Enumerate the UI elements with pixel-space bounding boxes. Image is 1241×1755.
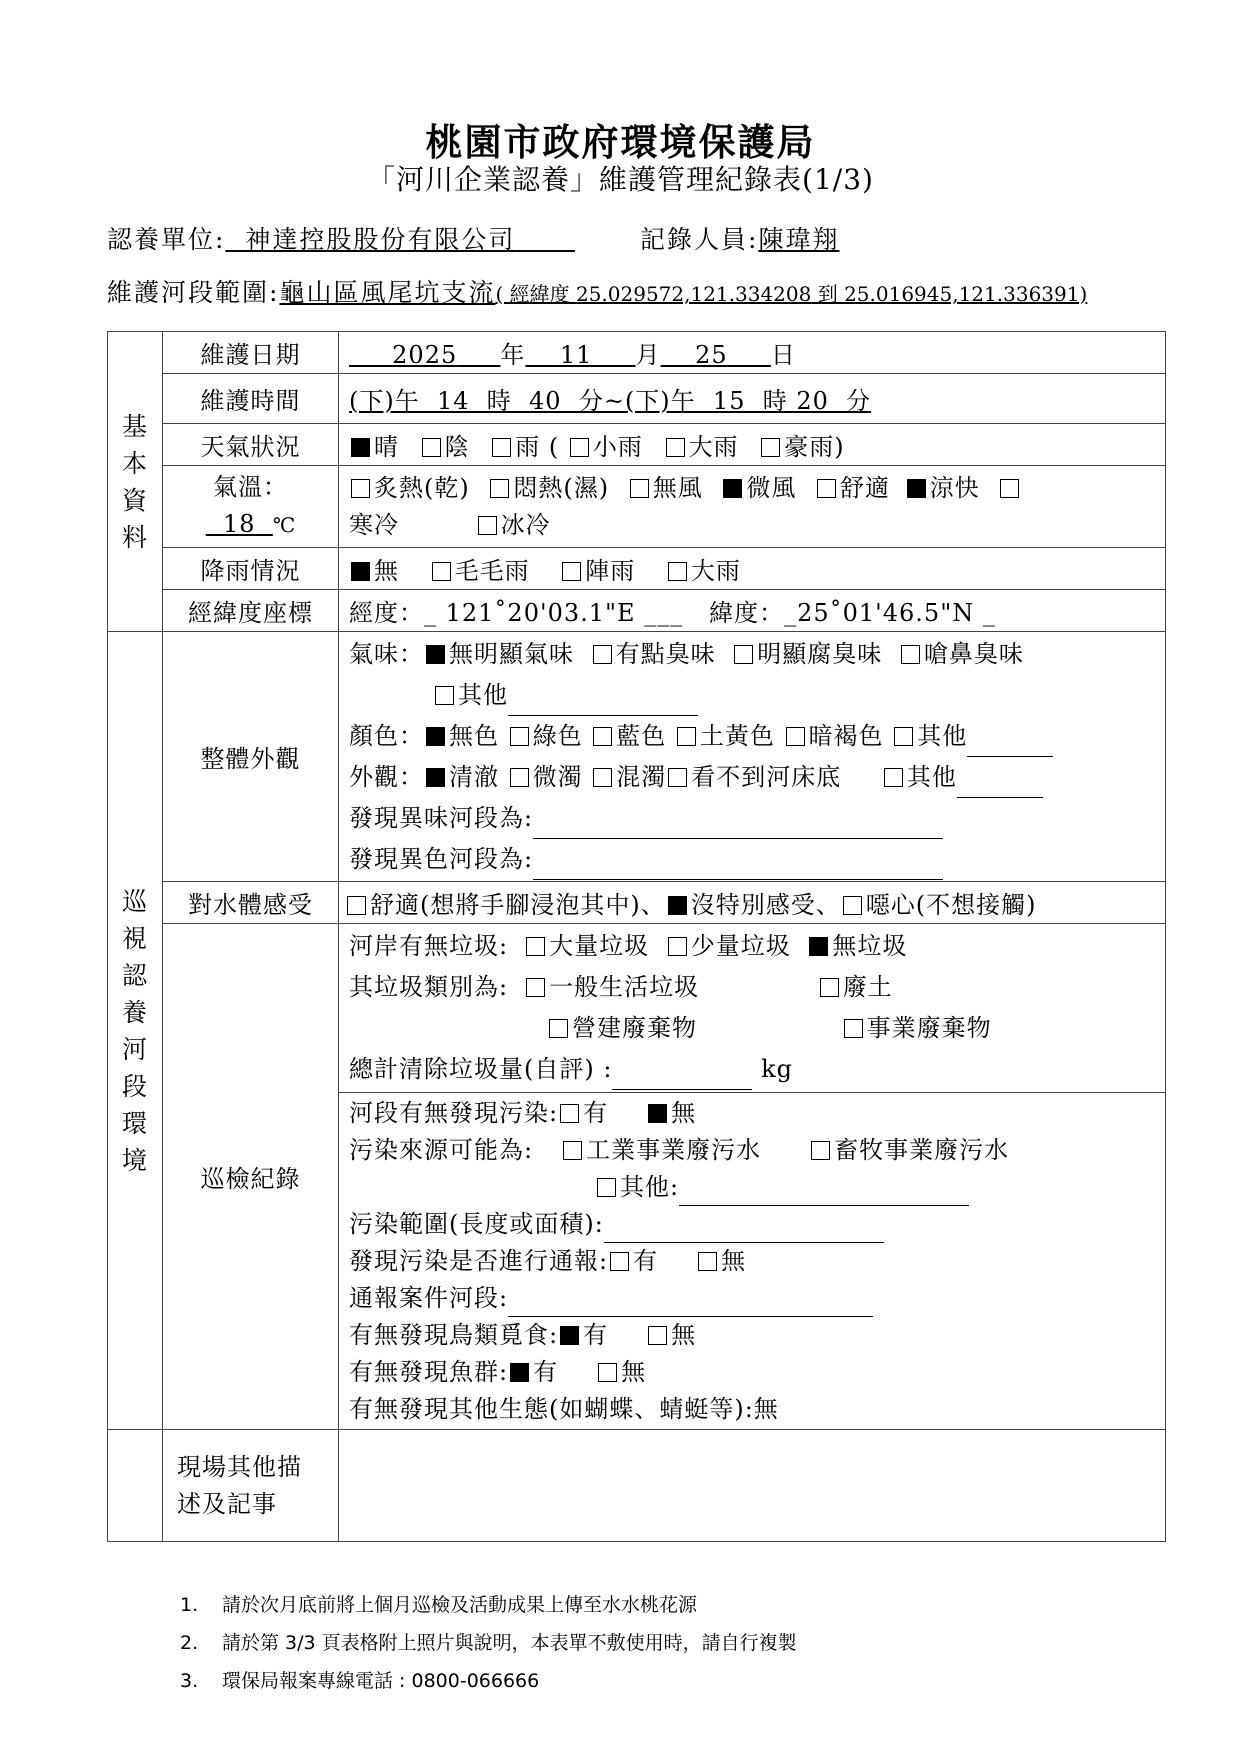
adoption-unit-value: 神達控股股份有限公司: [245, 225, 516, 254]
reported-yes-checkbox[interactable]: [610, 1252, 629, 1271]
weather-rain-checkbox[interactable]: [492, 438, 511, 457]
row-trash: [108, 924, 1166, 1093]
fish-no-checkbox[interactable]: [598, 1363, 617, 1382]
appearance-label: 整體外觀: [163, 632, 339, 882]
temperature-label: 氣溫： 18 ℃: [163, 466, 339, 548]
water-feeling-label: 對水體感受: [163, 882, 339, 924]
fish-yes-checkbox[interactable]: [510, 1363, 529, 1382]
note-item: 3. 環保局報案專線電話 : 0800-066666: [180, 1670, 540, 1692]
trash-construction-checkbox[interactable]: [549, 1019, 568, 1038]
record-form-table: [107, 331, 1166, 1542]
smell-pungent-checkbox[interactable]: [901, 645, 920, 664]
trash-total-input[interactable]: [612, 1089, 752, 1090]
recorder-line: [640, 220, 839, 256]
look-other-checkbox[interactable]: [884, 768, 903, 787]
trash-little-checkbox[interactable]: [668, 937, 687, 956]
time-field[interactable]: (下)午 14 時 40 分~(下)午 15 時 20 分: [349, 387, 872, 415]
color-blue-checkbox[interactable]: [593, 727, 612, 746]
other-notes-label: 現場其他描 述及記事: [163, 1430, 339, 1542]
trash-industrial-checkbox[interactable]: [844, 1019, 863, 1038]
weather-cloudy-checkbox[interactable]: [422, 438, 441, 457]
look-nobed-checkbox[interactable]: [668, 768, 687, 787]
weather-sunny-checkbox[interactable]: [351, 438, 370, 457]
pollution-yes-checkbox[interactable]: [560, 1104, 579, 1123]
feel-cold-checkbox[interactable]: [1000, 479, 1019, 498]
river-range-coords: ( 經緯度 25.029572,121.334208 到 25.016945,121.336391): [495, 282, 1088, 306]
row-other-notes: [108, 1430, 1166, 1542]
feel-icy-checkbox[interactable]: [478, 516, 497, 535]
row-appearance: [108, 632, 1166, 882]
form-title: 桃園市政府環境保護局: [425, 120, 816, 164]
other-notes-input[interactable]: [339, 1430, 1166, 1542]
look-other-input[interactable]: [957, 797, 1043, 798]
date-field[interactable]: 2025 年 11 月 25 日: [339, 332, 1166, 374]
look-turbid-checkbox[interactable]: [593, 768, 612, 787]
odd-color-input[interactable]: [533, 879, 943, 880]
color-dark-checkbox[interactable]: [786, 727, 805, 746]
rainfall-options: 無 毛毛雨 陣雨 大雨: [339, 548, 1166, 590]
trash-lots-checkbox[interactable]: [526, 937, 545, 956]
feel-nowind-checkbox[interactable]: [630, 479, 649, 498]
color-other-checkbox[interactable]: [894, 727, 913, 746]
coordinates-field[interactable]: 經度：_ 121˚20'03.1"E ___ 緯度：_25˚01'46.5"N _: [339, 590, 1166, 632]
trash-none-checkbox[interactable]: [809, 937, 828, 956]
rain-drizzle-checkbox[interactable]: [432, 562, 451, 581]
trash-household-checkbox[interactable]: [526, 978, 545, 997]
row-date: [108, 332, 1166, 374]
look-clear-checkbox[interactable]: [426, 768, 445, 787]
row-water-feeling: [108, 882, 1166, 924]
note-item: 2. 請於第 3/3 頁表格附上照片與說明，本表單不敷使用時，請自行複製: [180, 1632, 797, 1654]
row-rainfall: [108, 548, 1166, 590]
temperature-value[interactable]: 18: [223, 510, 256, 538]
date-day: 25: [695, 341, 728, 369]
smell-none-checkbox[interactable]: [426, 645, 445, 664]
row-weather: [108, 424, 1166, 466]
pollution-no-checkbox[interactable]: [648, 1104, 667, 1123]
date-label: 維護日期: [163, 332, 339, 374]
appearance-details: 氣味： 無明顯氣味 有點臭味 明顯腐臭味 嗆鼻臭味 其他 顏色： 無色 綠色 藍色 土黃色 暗褐色 其他 外觀： 清澈 微濁 混濁 看不到河床底 其他 發現異味河段為: 發現異色河段為:: [339, 632, 1166, 882]
weather-options: 晴 陰 雨 ( 小雨 大雨 豪雨): [339, 424, 1166, 466]
smell-other-checkbox[interactable]: [435, 686, 454, 705]
feel-cool-checkbox[interactable]: [907, 479, 926, 498]
adoption-unit-label: 認養單位:: [107, 225, 226, 254]
rain-shower-checkbox[interactable]: [562, 562, 581, 581]
feel-breeze-checkbox[interactable]: [723, 479, 742, 498]
date-month: 11: [559, 341, 593, 369]
weather-label: 天氣狀況: [163, 424, 339, 466]
birds-yes-checkbox[interactable]: [560, 1326, 579, 1345]
color-green-checkbox[interactable]: [510, 727, 529, 746]
rainfall-label: 降雨情況: [163, 548, 339, 590]
inspection-label: 巡檢紀錄: [163, 924, 339, 1430]
trash-details: 河岸有無垃圾: 大量垃圾 少量垃圾 無垃圾 其垃圾類別為: 一般生活垃圾 廢土 營建廢棄物 事業廢棄物 總計清除垃圾量(自評) : kg: [339, 924, 1166, 1093]
color-none-checkbox[interactable]: [426, 727, 445, 746]
weather-light-rain-checkbox[interactable]: [570, 438, 589, 457]
source-livestock-checkbox[interactable]: [811, 1141, 830, 1160]
pollution-details: 河段有無發現污染: 有 無 污染來源可能為: 工業事業廢污水 畜牧事業廢污水 其他: 污染範圍(長度或面積): 發現污染是否進行通報: 有 無 通報案件河段: 有無發現鳥類覓食: 有 無 有無發現魚群: 有 無 有無發現其他生態(如蝴蝶、蜻蜓等):無: [339, 1093, 1166, 1430]
source-other-checkbox[interactable]: [597, 1178, 616, 1197]
adoption-unit-line: [107, 220, 575, 256]
recorder-label: 記錄人員:: [640, 225, 759, 254]
rain-heavy-checkbox[interactable]: [668, 562, 687, 581]
reported-no-checkbox[interactable]: [698, 1252, 717, 1271]
water-comfy-checkbox[interactable]: [347, 896, 366, 915]
row-temperature: [108, 466, 1166, 548]
look-slight-checkbox[interactable]: [510, 768, 529, 787]
water-disgust-checkbox[interactable]: [843, 896, 862, 915]
weather-heavy-rain-checkbox[interactable]: [666, 438, 685, 457]
feel-comfy-checkbox[interactable]: [817, 479, 836, 498]
rain-none-checkbox[interactable]: [351, 562, 370, 581]
river-range-line: [107, 273, 1087, 309]
row-coordinates: [108, 590, 1166, 632]
category-patrol: 巡 視 認 養 河 段 環 境: [108, 632, 163, 1430]
form-subtitle: 「河川企業認養」維護管理紀錄表(1/3): [367, 163, 874, 196]
time-label: 維護時間: [163, 374, 339, 424]
category-basic: 基 本 資 料: [108, 332, 163, 632]
smell-rotten-checkbox[interactable]: [734, 645, 753, 664]
row-time: [108, 374, 1166, 424]
smell-slight-checkbox[interactable]: [593, 645, 612, 664]
source-industrial-checkbox[interactable]: [563, 1141, 582, 1160]
trash-soil-checkbox[interactable]: [820, 978, 839, 997]
river-range-value: 龜山區風尾坑支流: [279, 278, 496, 307]
note-item: 1. 請於次月底前將上個月巡檢及活動成果上傳至水水桃花源: [180, 1594, 698, 1616]
feel-hot-checkbox[interactable]: [351, 479, 370, 498]
water-nothing-checkbox[interactable]: [668, 896, 687, 915]
weather-storm-checkbox[interactable]: [761, 438, 780, 457]
river-range-label: 維護河段範圍:: [107, 278, 280, 307]
water-feeling-options: 舒適(想將手腳浸泡其中)、 沒特別感受、 噁心(不想接觸): [339, 882, 1166, 924]
color-earth-checkbox[interactable]: [677, 727, 696, 746]
recorder-value: 陳瑋翔: [758, 225, 840, 254]
birds-no-checkbox[interactable]: [648, 1326, 667, 1345]
other-ecology-line: 有無發現其他生態(如蝴蝶、蜻蜓等):無: [349, 1394, 779, 1423]
date-year: 2025: [392, 341, 458, 369]
temperature-feel-options: 炙熱(乾) 悶熱(濕) 無風 微風 舒適 涼快 寒冷 冰冷: [339, 466, 1166, 548]
feel-muggy-checkbox[interactable]: [490, 479, 509, 498]
coordinates-label: 經緯度座標: [163, 590, 339, 632]
